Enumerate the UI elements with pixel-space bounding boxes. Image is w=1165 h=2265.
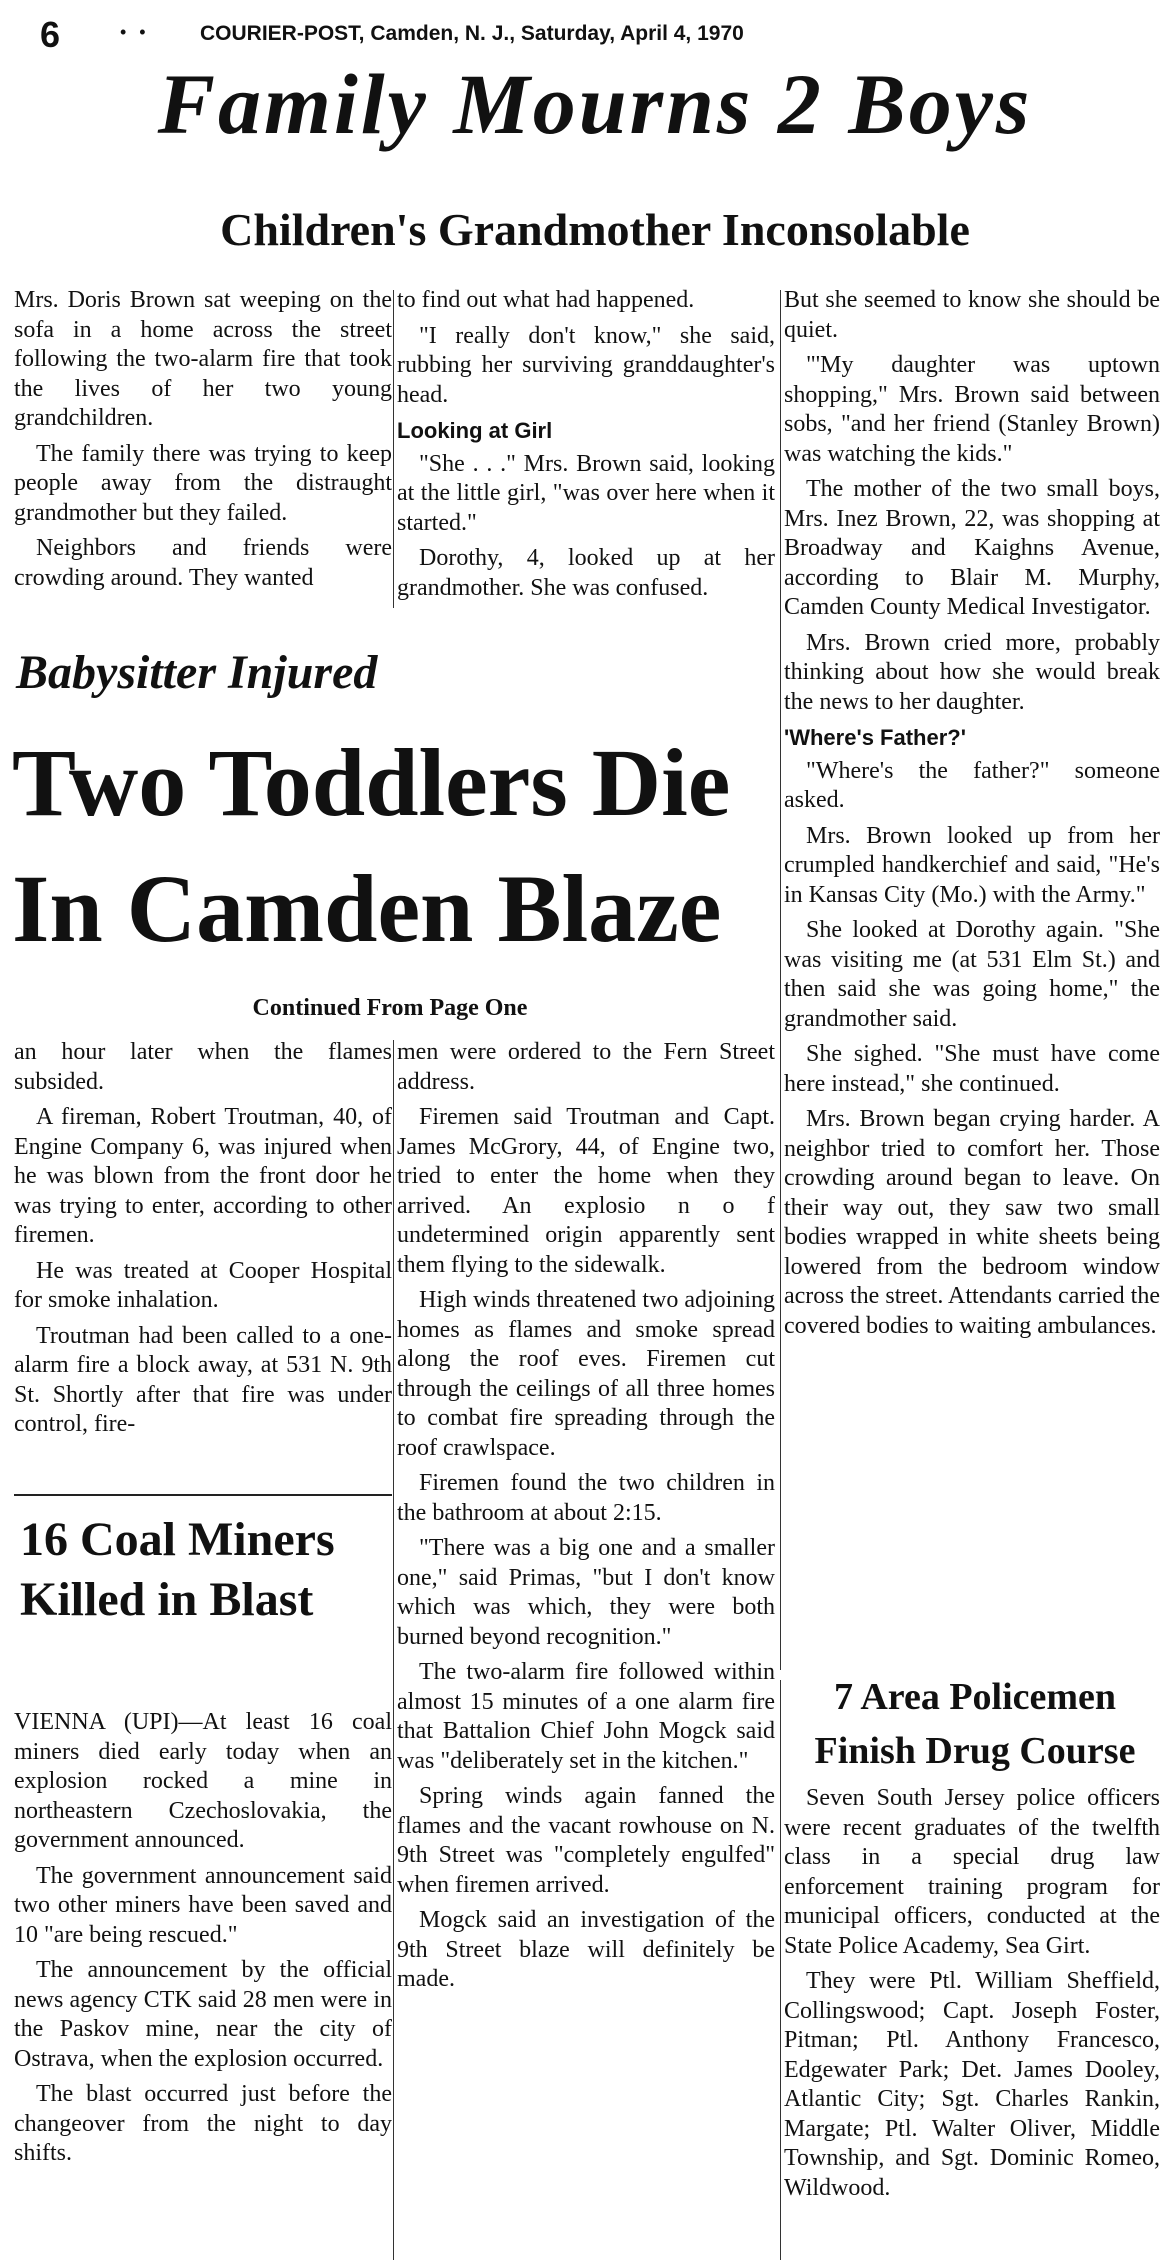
- story2-column-2: [397, 1038, 775, 2001]
- paragraph: The family there was trying to keep people away from the distraught grandmother but they failed.: [14, 440, 392, 526]
- paragraph: The blast occurred just before the changeover from the night to day shifts.: [14, 2081, 392, 2166]
- masthead: [40, 14, 1140, 54]
- paragraph: Mrs. Brown began crying harder. A neighbor tried to comfort her. Those crowding around began to leave. On their way out, they saw two small bodies wrapped in white sheets being lowered from the bedroom window across the street. Attendants carried the covered bodies to waiting ambulances.: [784, 1106, 1160, 1339]
- paragraph: The government announcement said two other miners have been saved and 10 "are being rescued.": [14, 1862, 392, 1948]
- paragraph: Mogck said an investigation of the 9th Street blaze will definitely be made.: [397, 1907, 775, 1992]
- paragraph: "There was a big one and a smaller one," said Primas, "but I don't know which was which, they were both burned beyond recognition.": [397, 1535, 775, 1650]
- page-number: 6: [40, 14, 61, 55]
- paragraph: Seven South Jersey police officers were recent graduates of the twelfth class in a special drug law enforcement training program for municipal officers, conducted at the State Police Academy, Sea Girt.: [784, 1785, 1160, 1959]
- paragraph: "'My daughter was uptown shopping," Mrs. Brown said between sobs, "and her friend (Stanley Brown) was watching the kids.": [784, 352, 1160, 467]
- family-mourns-subhead: Children's Grandmother Inconsolable: [220, 204, 970, 255]
- paragraph: A fireman, Robert Troutman, 40, of Engine Company 6, was injured when he was blown from the front door he was trying to enter, according to other firemen.: [14, 1104, 392, 1248]
- continued-from-page-one: Continued From Page One: [252, 995, 528, 1021]
- paragraph: Firemen found the two children in the bathroom at about 2:15.: [397, 1470, 775, 1526]
- column-rule: [780, 1680, 781, 2260]
- headline-line-1: Two Toddlers Die: [12, 729, 731, 836]
- column-rule: [780, 290, 781, 1670]
- paragraph: Spring winds again fanned the flames and the vacant rowhouse on N. 9th Street was "completely engulfed" when firemen arrived.: [397, 1783, 775, 1898]
- wheres-father-subhead: 'Where's Father?': [784, 725, 966, 750]
- family-mourns-headline: Family Mourns 2 Boys: [157, 56, 1033, 152]
- paragraph: The mother of the two small boys, Mrs. Inez Brown, 22, was shopping at Broadway and Kaighns Avenue, according to Blair M. Murphy, Camden County Medical Investigator.: [784, 476, 1160, 620]
- policemen-headline: 7 Area Policemen Finish Drug Course: [814, 1676, 1136, 1772]
- headline-line-2: In Camden Blaze: [12, 855, 722, 962]
- story4-body: [784, 1784, 1160, 2209]
- looking-at-girl-subhead: Looking at Girl: [397, 418, 553, 443]
- paragraph: Firemen said Troutman and Capt. James McGrory, 44, of Engine two, tried to enter the home when they arrived. An explosio n o f undetermined origin apparently sent them flying to the sidewalk.: [397, 1104, 775, 1278]
- story1-column-3: [784, 286, 1160, 1347]
- paragraph: "I really don't know," she said, rubbing her surviving granddaughter's head.: [397, 322, 775, 408]
- paragraph: They were Ptl. William Sheffield, Collingswood; Capt. Joseph Foster, Pitman; Ptl. Anthony Francesco, Edgewater Park; Det. James Dooley, Atlantic City; Sgt. Charles Rankin, Margate; Ptl. Walter Oliver, Middle Township, and Sgt. Dominic Romeo, Wildwood.: [784, 1968, 1160, 2201]
- paragraph: Dorothy, 4, looked up at her grandmother. She was confused.: [397, 545, 775, 601]
- paragraph: Mrs. Brown looked up from her crumpled handkerchief and said, "He's in Kansas City (Mo.) with the Army.": [784, 822, 1160, 908]
- paragraph: Mrs. Brown cried more, probably thinking about how she would break the news to her daughter.: [784, 629, 1160, 715]
- paragraph: The two-alarm fire followed within almost 15 minutes of a one alarm fire that Battalion Chief John Mogck said was "deliberately set in the kitchen.": [397, 1659, 775, 1774]
- coal-miners-headline: 16 Coal Miners Killed in Blast: [20, 1513, 335, 1626]
- paragraph: She sighed. "She must have come here instead," she continued.: [784, 1041, 1160, 1097]
- story1-column-1: [14, 286, 392, 599]
- masthead-dots: • •: [120, 22, 150, 42]
- paragraph: Neighbors and friends were crowding around. They wanted: [14, 535, 392, 591]
- story-divider: [14, 1494, 392, 1496]
- paragraph: men were ordered to the Fern Street address.: [397, 1039, 775, 1095]
- paragraph: The announcement by the official news agency CTK said 28 men were in the Paskov mine, near the city of Ostrava, when the explosion occurred.: [14, 1957, 392, 2072]
- paragraph: Troutman had been called to a one-alarm fire a block away, at 531 N. 9th St. Shortly after that fire was under control, fire-: [14, 1322, 392, 1437]
- story1-column-2: [397, 286, 775, 609]
- paragraph: an hour later when the flames subsided.: [14, 1039, 392, 1095]
- paragraph: High winds threatened two adjoining homes as flames and smoke spread along the roof eves. Firemen cut through the ceilings of all three homes to combat fire spreading through the roof crawlspace.: [397, 1287, 775, 1461]
- paragraph: She looked at Dorothy again. "She was visiting me (at 531 Elm St.) and then said she was going home," the grandmother said.: [784, 917, 1160, 1032]
- babysitter-kicker: Babysitter Injured: [16, 646, 378, 699]
- column-rule: [393, 1040, 394, 2260]
- paragraph: But she seemed to know she should be quiet.: [784, 287, 1160, 343]
- paragraph: VIENNA (UPI)—At least 16 coal miners died early today when an explosion rocked a mine in northeastern Czechoslovakia, the government announced.: [14, 1709, 392, 1853]
- dateline: COURIER-POST, Camden, N. J., Saturday, April 4, 1970: [200, 22, 744, 45]
- paragraph: He was treated at Cooper Hospital for smoke inhalation.: [14, 1257, 392, 1313]
- two-toddlers-headline: [12, 720, 782, 972]
- paragraph: Mrs. Doris Brown sat weeping on the sofa in a home across the street following the two-alarm fire that took the lives of her two young grandchildren.: [14, 287, 392, 431]
- paragraph: "Where's the father?" someone asked.: [784, 757, 1160, 813]
- paragraph: "She . . ." Mrs. Brown said, looking at the little girl, "was over here when it started.": [397, 450, 775, 536]
- paragraph: to find out what had happened.: [397, 287, 695, 313]
- story2-column-1: [14, 1038, 392, 1446]
- story3-body: [14, 1708, 392, 2175]
- column-rule: [393, 290, 394, 608]
